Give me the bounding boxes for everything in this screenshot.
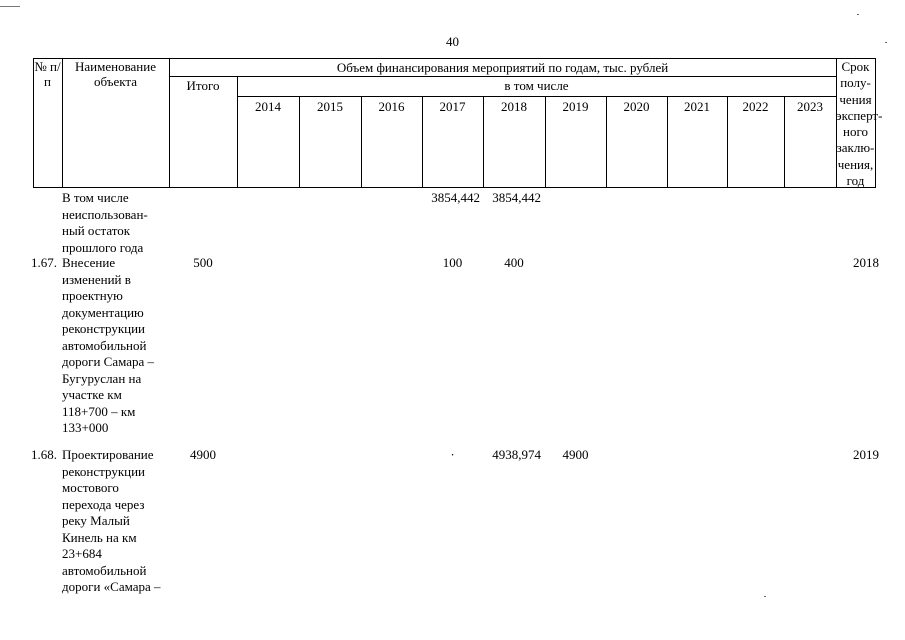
- header-year: 2021: [684, 99, 710, 114]
- header-year: 2015: [317, 99, 343, 114]
- page-number: 40: [446, 34, 459, 49]
- row-value-2018: 3854,442: [492, 190, 541, 205]
- row-name: Внесение изменений в проектную документацию реконструкции автомобильной дороги Самара – Бугуруслан на участке км 118+700 – км 133+000: [62, 255, 155, 435]
- header-col-total: Итого: [186, 78, 220, 93]
- row-total: 4900: [190, 447, 216, 462]
- header-year: 2018: [501, 99, 527, 114]
- header-year: 2016: [378, 99, 405, 114]
- header-year: 2020: [623, 99, 650, 114]
- header-col-number: № п/п: [34, 59, 61, 89]
- row-total: 500: [193, 255, 213, 270]
- header-year: 2019: [562, 99, 589, 114]
- row-value-2017: ·: [450, 447, 455, 462]
- row-name: В том числе неиспользован- ный остаток прошлого года: [62, 190, 148, 255]
- header-col-funding: Объем финансирования мероприятий по годам, тыс. рублей: [336, 60, 669, 75]
- row-value-2019: 4900: [562, 447, 589, 462]
- row-value-2017: 100: [442, 255, 463, 270]
- row-number: 1.68.: [31, 447, 57, 462]
- scan-speck: [764, 596, 766, 597]
- header-year: 2014: [255, 99, 281, 114]
- header-col-name: Наименование объекта: [75, 59, 156, 89]
- row-deadline: 2019: [853, 447, 879, 462]
- header-col-deadline: Срок полу- чения эксперт- ного заклю- чения, год: [836, 59, 883, 189]
- header-col-including: в том числе: [504, 78, 569, 93]
- scan-speck: [857, 14, 859, 15]
- header-year: 2017: [439, 99, 466, 114]
- row-deadline: 2018: [853, 255, 879, 270]
- row-value-2017: 3854,442: [431, 190, 480, 205]
- row-name: Проектирование реконструкции мостового перехода через реку Малый Кинель на км 23+684 автомобильной дороги «Самара –: [62, 447, 161, 594]
- row-value-2018: 4938,974: [492, 447, 541, 462]
- row-value-2018: 400: [504, 255, 524, 270]
- scan-mark: [0, 6, 20, 7]
- header-year: 2022: [742, 99, 769, 114]
- row-number: 1.67.: [31, 255, 57, 270]
- header-year: 2023: [797, 99, 823, 114]
